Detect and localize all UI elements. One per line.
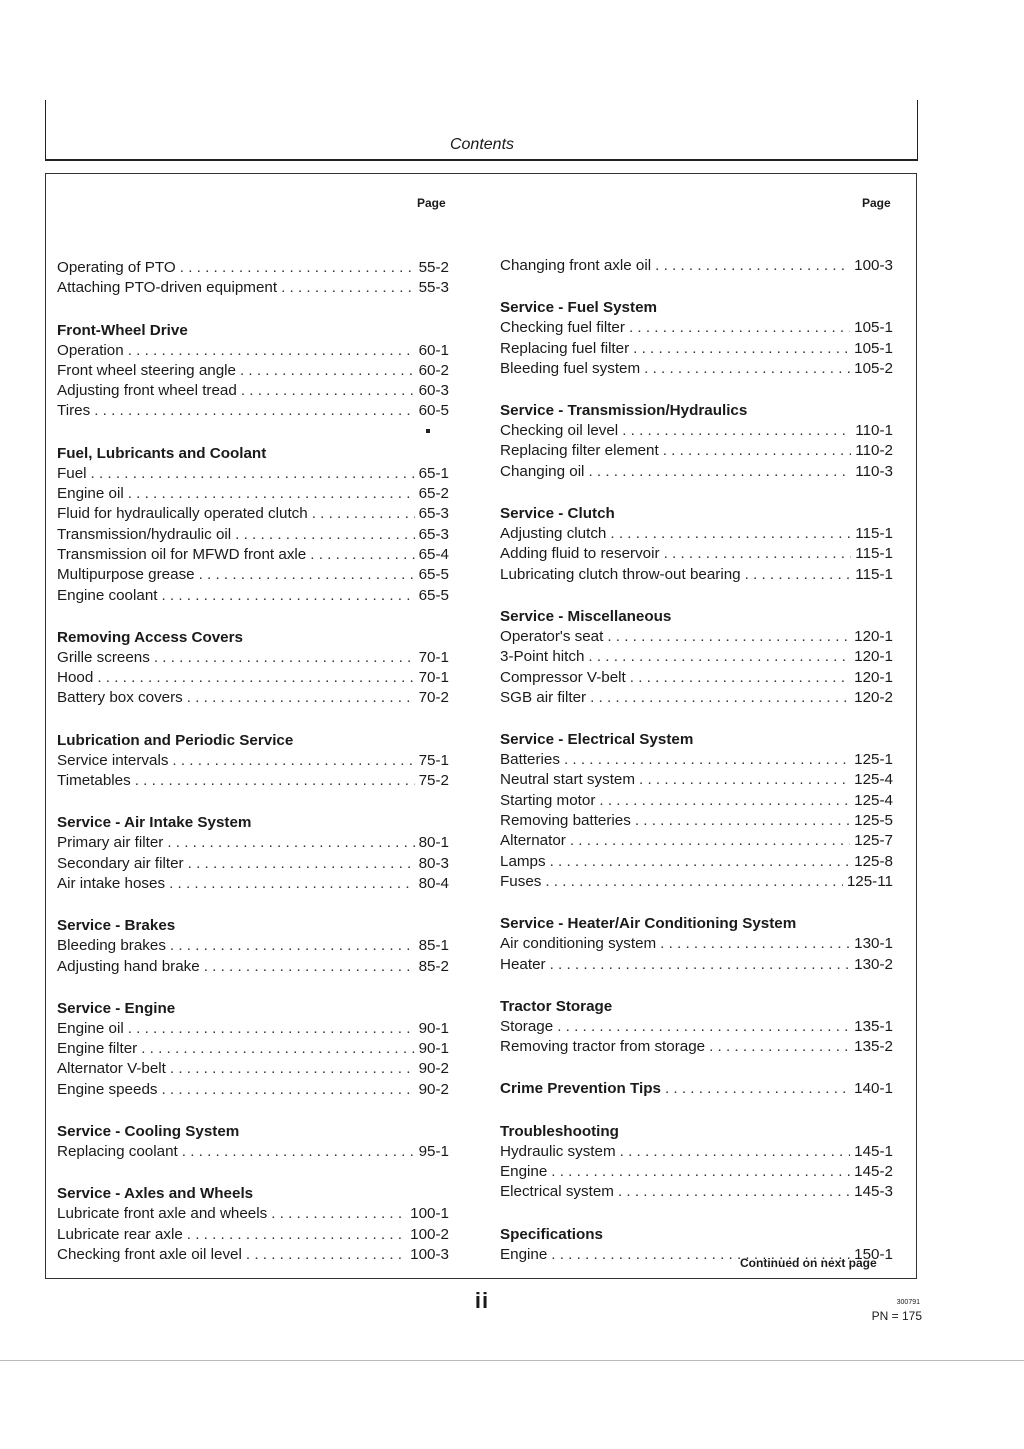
toc-entry-page: 120-1 xyxy=(854,648,893,666)
toc-entry-page: 100-1 xyxy=(410,1205,449,1223)
dot-leader xyxy=(169,874,415,894)
toc-entry-page: 65-5 xyxy=(418,566,449,584)
toc-entry[interactable] xyxy=(57,1039,449,1059)
dot-leader xyxy=(588,462,851,482)
toc-entry[interactable] xyxy=(57,341,449,361)
toc-entry-page: 80-4 xyxy=(418,874,449,892)
toc-entry-title: Transmission/hydraulic oil xyxy=(57,525,232,543)
section-heading: Removing Access Covers xyxy=(57,628,243,646)
toc-entry-page: 145-3 xyxy=(854,1183,893,1201)
section-heading: Service - Air Intake System xyxy=(57,814,252,832)
toc-entry-title: Hydraulic system xyxy=(500,1142,616,1160)
dot-leader xyxy=(128,341,415,361)
toc-entry-title: Engine filter xyxy=(57,1040,138,1058)
toc-entry[interactable] xyxy=(500,441,893,461)
toc-entry-page: 120-1 xyxy=(854,627,893,645)
toc-entry[interactable] xyxy=(500,770,893,790)
page-number: ii xyxy=(474,1288,490,1313)
toc-section xyxy=(500,298,893,379)
toc-entry-page: 125-1 xyxy=(854,751,893,769)
dot-leader xyxy=(188,854,415,874)
toc-section xyxy=(57,258,449,299)
toc-entry-title: Alternator xyxy=(500,832,566,850)
toc-entry-page: 115-1 xyxy=(855,525,893,543)
toc-entry-title: Lubricating clutch throw-out bearing xyxy=(500,565,741,583)
toc-entry-page: 140-1 xyxy=(854,1080,893,1098)
dot-leader xyxy=(545,872,842,892)
header-rule-bottom xyxy=(45,159,918,161)
toc-entry-page: 145-2 xyxy=(854,1163,893,1181)
toc-entry-page: 125-5 xyxy=(854,812,893,830)
dot-leader xyxy=(281,278,415,298)
toc-entry[interactable] xyxy=(500,256,893,276)
toc-entry[interactable] xyxy=(57,751,449,771)
toc-entry[interactable] xyxy=(57,874,449,894)
toc-entry[interactable] xyxy=(500,1079,893,1099)
toc-section xyxy=(500,914,893,975)
dot-leader xyxy=(241,381,415,401)
toc-entry-title: Multipurpose grease xyxy=(57,566,195,584)
dot-leader xyxy=(618,1182,850,1202)
toc-entry[interactable] xyxy=(57,1019,449,1039)
toc-entry[interactable] xyxy=(500,1037,893,1057)
toc-entry-page: 130-1 xyxy=(854,935,893,953)
page-edge-line xyxy=(0,1360,1024,1361)
toc-entry[interactable] xyxy=(500,462,893,482)
toc-entry-page: 125-4 xyxy=(854,771,893,789)
toc-entry-page: 120-1 xyxy=(854,668,893,686)
toc-entry-page: 70-1 xyxy=(418,669,449,687)
toc-section xyxy=(57,1122,449,1162)
toc-entry-page: 90-1 xyxy=(418,1040,449,1058)
section-heading: Lubrication and Periodic Service xyxy=(57,731,294,749)
dot-leader xyxy=(97,668,414,688)
dot-leader xyxy=(240,361,415,381)
dot-leader xyxy=(620,1142,851,1162)
toc-entry[interactable] xyxy=(500,852,893,872)
section-heading: Service - Electrical System xyxy=(500,731,694,749)
toc-entry-page: 75-2 xyxy=(418,772,449,790)
toc-entry[interactable] xyxy=(500,647,893,667)
toc-entry[interactable] xyxy=(57,525,449,545)
toc-entry-page: 110-1 xyxy=(855,422,893,440)
dot-leader xyxy=(551,1162,850,1182)
dot-leader xyxy=(665,1079,850,1099)
toc-entry-title: Checking fuel filter xyxy=(500,319,625,337)
toc-entry-page: 125-7 xyxy=(854,832,893,850)
toc-entry-page: 65-4 xyxy=(418,545,449,563)
toc-entry[interactable] xyxy=(57,771,449,791)
toc-entry-title: Battery box covers xyxy=(57,689,183,707)
toc-entry-page: 70-2 xyxy=(418,689,449,707)
toc-entry[interactable] xyxy=(57,1204,449,1224)
toc-entry-page: 60-5 xyxy=(418,402,449,420)
toc-section xyxy=(57,444,449,606)
dot-leader xyxy=(204,957,415,977)
dot-leader xyxy=(128,484,415,504)
toc-section xyxy=(500,1079,893,1099)
toc-entry-title: Attaching PTO-driven equipment xyxy=(57,279,278,297)
toc-entry[interactable] xyxy=(500,1182,893,1202)
toc-entry-title: Starting motor xyxy=(500,791,596,809)
toc-entry-title: Transmission oil for MFWD front axle xyxy=(57,545,307,563)
dot-leader xyxy=(607,627,850,647)
toc-entry-title: Changing oil xyxy=(500,462,585,480)
toc-entry-title: Air conditioning system xyxy=(500,935,657,953)
dot-leader xyxy=(564,750,850,770)
toc-entry-title: Engine oil xyxy=(57,1019,124,1037)
dot-leader xyxy=(246,1245,406,1265)
toc-entry[interactable] xyxy=(500,872,893,892)
section-heading: Service - Transmission/Hydraulics xyxy=(500,402,748,420)
dot-leader xyxy=(91,464,415,484)
dot-leader xyxy=(622,421,851,441)
toc-entry-title: Replacing fuel filter xyxy=(500,339,630,357)
toc-entry[interactable] xyxy=(500,1162,893,1182)
toc-entry[interactable] xyxy=(57,401,449,421)
toc-entry-title: Replacing coolant xyxy=(57,1143,178,1161)
toc-entry-title: Removing batteries xyxy=(500,812,631,830)
toc-entry-title: Grille screens xyxy=(57,648,150,666)
toc-entry-page: 130-2 xyxy=(854,955,893,973)
toc-entry-page: 60-1 xyxy=(418,341,449,359)
toc-entry[interactable] xyxy=(57,668,449,688)
dot-leader xyxy=(550,852,851,872)
toc-entry[interactable] xyxy=(57,484,449,504)
toc-entry-page: 65-3 xyxy=(418,505,449,523)
toc-entry-page: 110-2 xyxy=(855,442,893,460)
toc-section xyxy=(500,504,893,585)
dot-leader xyxy=(94,401,414,421)
toc-entry-page: 100-3 xyxy=(410,1245,449,1263)
toc-entry[interactable] xyxy=(500,934,893,954)
toc-entry[interactable] xyxy=(57,278,449,298)
toc-entry[interactable] xyxy=(500,688,893,708)
dot-leader xyxy=(630,668,850,688)
toc-entry[interactable] xyxy=(57,688,449,708)
toc-entry-title: Engine xyxy=(500,1245,548,1263)
toc-entry-page: 80-1 xyxy=(418,834,449,852)
toc-section xyxy=(57,916,449,977)
toc-entry[interactable] xyxy=(57,936,449,956)
toc-entry-title: Adjusting front wheel tread xyxy=(57,382,237,400)
dot-leader xyxy=(167,833,414,853)
toc-entry-page: 55-3 xyxy=(418,279,449,297)
toc-entry-page: 110-3 xyxy=(855,462,893,480)
toc-entry-page: 65-3 xyxy=(418,525,449,543)
toc-entry-page: 150-1 xyxy=(854,1245,893,1263)
dot-leader xyxy=(570,831,850,851)
toc-entry-title: Engine speeds xyxy=(57,1080,158,1098)
toc-entry-title: SGB air filter xyxy=(500,688,587,706)
toc-entry-title: Lubricate rear axle xyxy=(57,1225,183,1243)
toc-entry-page: 80-3 xyxy=(418,854,449,872)
dot-leader xyxy=(588,647,850,667)
section-heading: Tractor Storage xyxy=(500,997,613,1015)
toc-entry[interactable] xyxy=(57,854,449,874)
toc-entry-title: Adjusting clutch xyxy=(500,525,607,543)
toc-entry-title: Hood xyxy=(57,669,94,687)
dot-leader xyxy=(128,1019,415,1039)
dot-leader xyxy=(135,771,415,791)
toc-entry-title: Alternator V-belt xyxy=(57,1060,166,1078)
dot-leader xyxy=(590,688,850,708)
dot-leader xyxy=(312,504,415,524)
dot-leader xyxy=(235,525,414,545)
section-heading: Service - Brakes xyxy=(57,917,176,935)
toc-entry[interactable] xyxy=(57,361,449,381)
dot-leader xyxy=(182,1142,415,1162)
toc-entry-title: Fuses xyxy=(500,872,542,890)
toc-entry-page: 105-1 xyxy=(854,319,893,337)
document-code: 300791 xyxy=(896,1299,920,1306)
toc-entry-page: 135-1 xyxy=(854,1017,893,1035)
section-heading: Service - Clutch xyxy=(500,505,615,523)
section-heading: Fuel, Lubricants and Coolant xyxy=(57,444,267,462)
section-heading: Specifications xyxy=(500,1225,603,1243)
toc-entry-title: Operation xyxy=(57,341,124,359)
toc-entry-title: Secondary air filter xyxy=(57,854,184,872)
toc-entry[interactable] xyxy=(500,421,893,441)
toc-section xyxy=(57,813,449,894)
dot-leader xyxy=(180,258,415,278)
dot-leader xyxy=(664,544,852,564)
toc-entry[interactable] xyxy=(500,627,893,647)
dot-leader xyxy=(660,934,850,954)
toc-entry-title: Bleeding brakes xyxy=(57,937,166,955)
toc-entry[interactable] xyxy=(57,545,449,565)
toc-entry[interactable] xyxy=(500,524,893,544)
toc-entry-page: 90-1 xyxy=(418,1019,449,1037)
toc-entry-page: 115-1 xyxy=(855,565,893,583)
toc-entry-page: 100-2 xyxy=(410,1225,449,1243)
toc-entry[interactable] xyxy=(500,318,893,338)
toc-entry-title: Operating of PTO xyxy=(57,259,176,276)
toc-entry[interactable] xyxy=(57,565,449,585)
toc-entry-page: 85-1 xyxy=(418,937,449,955)
toc-entry-page: 90-2 xyxy=(418,1060,449,1078)
toc-entry[interactable] xyxy=(57,648,449,668)
toc-section xyxy=(57,628,449,709)
toc-entry-page: 95-1 xyxy=(418,1143,449,1161)
dot-leader xyxy=(141,1039,414,1059)
toc-entry[interactable] xyxy=(500,791,893,811)
dot-leader xyxy=(633,339,850,359)
toc-entry[interactable] xyxy=(500,359,893,379)
dot-leader xyxy=(610,524,851,544)
toc-entry-title: Neutral start system xyxy=(500,771,636,789)
toc-section xyxy=(500,607,893,708)
toc-entry[interactable] xyxy=(500,955,893,975)
continued-note: Continued on next page xyxy=(740,1256,877,1270)
toc-entry-page: 85-2 xyxy=(418,957,449,975)
page-column-label-left: Page xyxy=(417,196,446,210)
toc-entry-title: Electrical system xyxy=(500,1183,614,1201)
toc-section xyxy=(500,401,893,482)
section-heading: Troubleshooting xyxy=(500,1122,619,1140)
dot-leader xyxy=(172,751,414,771)
toc-entry-page: 65-2 xyxy=(418,485,449,503)
page-title: Contents xyxy=(449,136,515,153)
toc-entry-page: 65-1 xyxy=(418,464,449,482)
toc-entry[interactable] xyxy=(57,381,449,401)
toc-entry-title: Lamps xyxy=(500,852,546,870)
toc-left-column xyxy=(57,258,449,1287)
toc-entry-page: 75-1 xyxy=(418,751,449,769)
dot-leader xyxy=(709,1037,850,1057)
toc-entry-title: Replacing filter element xyxy=(500,442,659,460)
toc-entry[interactable] xyxy=(500,811,893,831)
toc-entry-page: 65-5 xyxy=(418,586,449,604)
toc-entry[interactable] xyxy=(57,1142,449,1162)
toc-entry[interactable] xyxy=(57,1059,449,1079)
toc-entry-title: Fuel xyxy=(57,464,87,482)
toc-entry-page: 90-2 xyxy=(418,1080,449,1098)
toc-entry-page: 145-1 xyxy=(854,1142,893,1160)
toc-entry-title: Checking front axle oil level xyxy=(57,1245,242,1263)
toc-entry[interactable] xyxy=(500,1017,893,1037)
toc-entry-title: Operator's seat xyxy=(500,627,604,645)
toc-entry-title: Changing front axle oil xyxy=(500,257,652,274)
pn-label: PN = 175 xyxy=(871,1309,922,1323)
toc-entry[interactable] xyxy=(500,565,893,585)
toc-entry-page: 105-2 xyxy=(854,359,893,377)
section-heading: Service - Miscellaneous xyxy=(500,607,672,625)
toc-entry[interactable] xyxy=(57,1225,449,1245)
toc-entry-page: 135-2 xyxy=(854,1038,893,1056)
toc-entry-title: Primary air filter xyxy=(57,834,164,852)
toc-entry-title: Engine xyxy=(500,1163,548,1181)
toc-section xyxy=(57,731,449,792)
toc-section xyxy=(500,730,893,892)
toc-entry-page: 100-3 xyxy=(854,257,893,274)
toc-entry-title: Removing tractor from storage xyxy=(500,1038,706,1056)
dot-leader xyxy=(161,1080,414,1100)
toc-entry-title: Engine oil xyxy=(57,485,124,503)
toc-entry[interactable] xyxy=(57,1080,449,1100)
toc-entry[interactable] xyxy=(500,544,893,564)
dot-leader xyxy=(655,256,850,276)
toc-entry-title: 3-Point hitch xyxy=(500,648,585,666)
dot-leader xyxy=(644,359,850,379)
dot-leader xyxy=(271,1204,406,1224)
toc-entry-title: Batteries xyxy=(500,751,560,769)
toc-section xyxy=(500,997,893,1058)
dot-leader xyxy=(635,811,850,831)
toc-section xyxy=(500,1122,893,1203)
toc-entry-page: 60-3 xyxy=(418,382,449,400)
section-heading: Service - Engine xyxy=(57,999,176,1017)
dot-leader xyxy=(639,770,850,790)
dot-leader xyxy=(187,688,415,708)
toc-entry-page: 125-4 xyxy=(854,791,893,809)
toc-entry-title: Adjusting hand brake xyxy=(57,957,200,975)
dot-leader xyxy=(557,1017,850,1037)
toc-entry-title: Lubricate front axle and wheels xyxy=(57,1205,268,1223)
toc-entry-title: Adding fluid to reservoir xyxy=(500,545,660,563)
stray-mark xyxy=(426,429,430,433)
toc-entry[interactable] xyxy=(57,957,449,977)
toc-entry-title: Air intake hoses xyxy=(57,874,166,892)
dot-leader xyxy=(170,936,415,956)
toc-right-column xyxy=(500,256,893,1287)
toc-entry[interactable] xyxy=(57,586,449,606)
toc-entry-title: Engine coolant xyxy=(57,586,158,604)
toc-entry-title: Timetables xyxy=(57,772,131,790)
dot-leader xyxy=(629,318,850,338)
dot-leader xyxy=(161,586,414,606)
toc-entry-page: 125-8 xyxy=(854,852,893,870)
toc-entry-page: 125-11 xyxy=(846,872,893,890)
dot-leader xyxy=(599,791,850,811)
section-heading: Service - Axles and Wheels xyxy=(57,1185,254,1203)
section-heading: Service - Heater/Air Conditioning System xyxy=(500,915,797,933)
section-heading: Front-Wheel Drive xyxy=(57,321,188,339)
page-column-label-right: Page xyxy=(862,196,891,210)
toc-entry[interactable] xyxy=(500,668,893,688)
dot-leader xyxy=(663,441,852,461)
toc-section xyxy=(57,321,449,422)
dot-leader xyxy=(550,955,851,975)
section-heading: Service - Cooling System xyxy=(57,1123,240,1141)
toc-entry-title: Checking oil level xyxy=(500,422,619,440)
toc-entry[interactable] xyxy=(500,1142,893,1162)
toc-entry[interactable] xyxy=(57,1245,449,1265)
toc-entry-page: 55-2 xyxy=(418,259,449,276)
toc-entry-page: 115-1 xyxy=(855,545,893,563)
dot-leader xyxy=(310,545,414,565)
toc-entry[interactable] xyxy=(500,750,893,770)
toc-entry[interactable] xyxy=(57,504,449,524)
toc-entry-title: Heater xyxy=(500,955,546,973)
toc-entry[interactable] xyxy=(57,833,449,853)
toc-entry-title: Front wheel steering angle xyxy=(57,361,236,379)
toc-entry-title: Tires xyxy=(57,402,91,420)
section-heading: Service - Fuel System xyxy=(500,299,658,317)
dot-leader xyxy=(187,1225,406,1245)
dot-leader xyxy=(745,565,852,585)
toc-entry-title: Bleeding fuel system xyxy=(500,359,641,377)
toc-section xyxy=(500,256,893,276)
toc-entry-page: 120-2 xyxy=(854,688,893,706)
toc-section xyxy=(57,999,449,1100)
toc-entry-title: Fluid for hydraulically operated clutch xyxy=(57,505,308,523)
toc-entry-page: 60-2 xyxy=(418,361,449,379)
dot-leader xyxy=(170,1059,415,1079)
toc-entry-title: Service intervals xyxy=(57,751,169,769)
dot-leader xyxy=(199,565,415,585)
toc-entry-title: Storage xyxy=(500,1017,554,1035)
toc-entry[interactable] xyxy=(500,339,893,359)
toc-entry-page: 105-1 xyxy=(854,339,893,357)
dot-leader xyxy=(154,648,415,668)
toc-entry-page: 70-1 xyxy=(418,648,449,666)
toc-entry[interactable] xyxy=(57,464,449,484)
toc-entry-title: Compressor V-belt xyxy=(500,668,626,686)
toc-entry-title: Crime Prevention Tips xyxy=(500,1080,661,1098)
toc-entry[interactable] xyxy=(57,258,449,278)
toc-section xyxy=(57,1184,449,1265)
toc-entry[interactable] xyxy=(500,831,893,851)
